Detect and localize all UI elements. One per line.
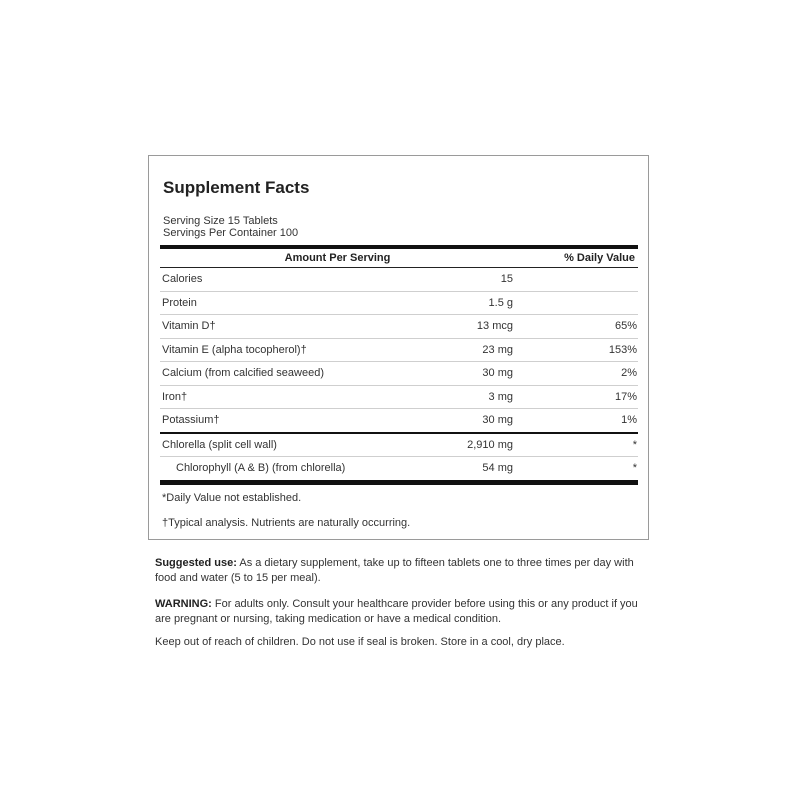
nutrient-amount: 13 mcg <box>476 320 513 333</box>
nutrient-dv: * <box>632 462 637 475</box>
facts-row-vitamin-e <box>160 339 638 363</box>
nutrient-amount: 30 mg <box>482 367 513 380</box>
facts-row-chlorella <box>160 434 638 458</box>
facts-row-calcium <box>160 362 638 386</box>
serving-size: Serving Size 15 Tablets <box>163 215 278 227</box>
daily-value-header: % Daily Value <box>564 252 635 264</box>
warning-text <box>155 597 655 627</box>
footnote-daily-value: *Daily Value not established. <box>162 492 302 504</box>
suggested-use-text <box>155 556 655 586</box>
nutrient-name: Protein <box>162 296 197 309</box>
panel-title: Supplement Facts <box>163 178 310 197</box>
nutrient-amount: 15 <box>500 273 513 286</box>
nutrient-dv: * <box>632 438 637 451</box>
warning-body: For adults only. Consult your healthcare provider before using this or any product if you are pregnant or nursing, taking medication or have a medical condition. <box>155 598 638 625</box>
nutrient-name: Potassium† <box>162 414 220 427</box>
facts-row-potassium <box>160 409 638 434</box>
nutrient-name: Vitamin D† <box>162 320 216 333</box>
suggested-use-label: Suggested use: <box>155 557 237 569</box>
facts-row-vitamin-d <box>160 315 638 339</box>
nutrient-name: Vitamin E (alpha tocopherol)† <box>162 343 307 356</box>
facts-table <box>160 245 638 485</box>
nutrient-amount: 54 mg <box>482 462 513 475</box>
facts-header <box>160 249 638 268</box>
nutrient-amount: 30 mg <box>482 414 513 427</box>
nutrient-name: Calories <box>162 273 203 286</box>
nutrient-dv: 153% <box>608 343 637 356</box>
nutrient-dv: 17% <box>614 390 637 403</box>
amount-per-serving-header: Amount Per Serving <box>284 252 391 264</box>
facts-row-calories <box>160 268 638 292</box>
facts-row-iron <box>160 386 638 410</box>
nutrient-amount: 3 mg <box>488 390 513 403</box>
footnote-typical-analysis: †Typical analysis. Nutrients are naturally occurring. <box>162 517 411 529</box>
storage-text: Keep out of reach of children. Do not use if seal is broken. Store in a cool, dry place. <box>155 636 565 648</box>
nutrient-dv: 2% <box>621 367 637 380</box>
nutrient-amount: 1.5 g <box>488 296 513 309</box>
servings-per-container: Servings Per Container 100 <box>163 227 299 239</box>
supplement-facts-panel <box>148 155 649 540</box>
suggested-use-body: As a dietary supplement, take up to fifteen tablets one to three times per day with food and water (5 to 15 per meal). <box>155 557 634 584</box>
facts-row-protein <box>160 292 638 316</box>
serving-info <box>163 215 298 239</box>
nutrient-name: Iron† <box>162 390 188 403</box>
nutrient-dv: 1% <box>621 414 637 427</box>
facts-row-chlorophyll <box>160 457 638 480</box>
nutrient-amount: 23 mg <box>482 343 513 356</box>
nutrient-name: Chlorophyll (A & B) (from chlorella) <box>176 462 346 475</box>
nutrient-dv: 65% <box>614 320 637 333</box>
nutrient-name: Chlorella (split cell wall) <box>162 438 277 451</box>
nutrient-amount: 2,910 mg <box>467 438 513 451</box>
warning-label: WARNING: <box>155 598 212 610</box>
nutrient-name: Calcium (from calcified seaweed) <box>162 367 324 380</box>
